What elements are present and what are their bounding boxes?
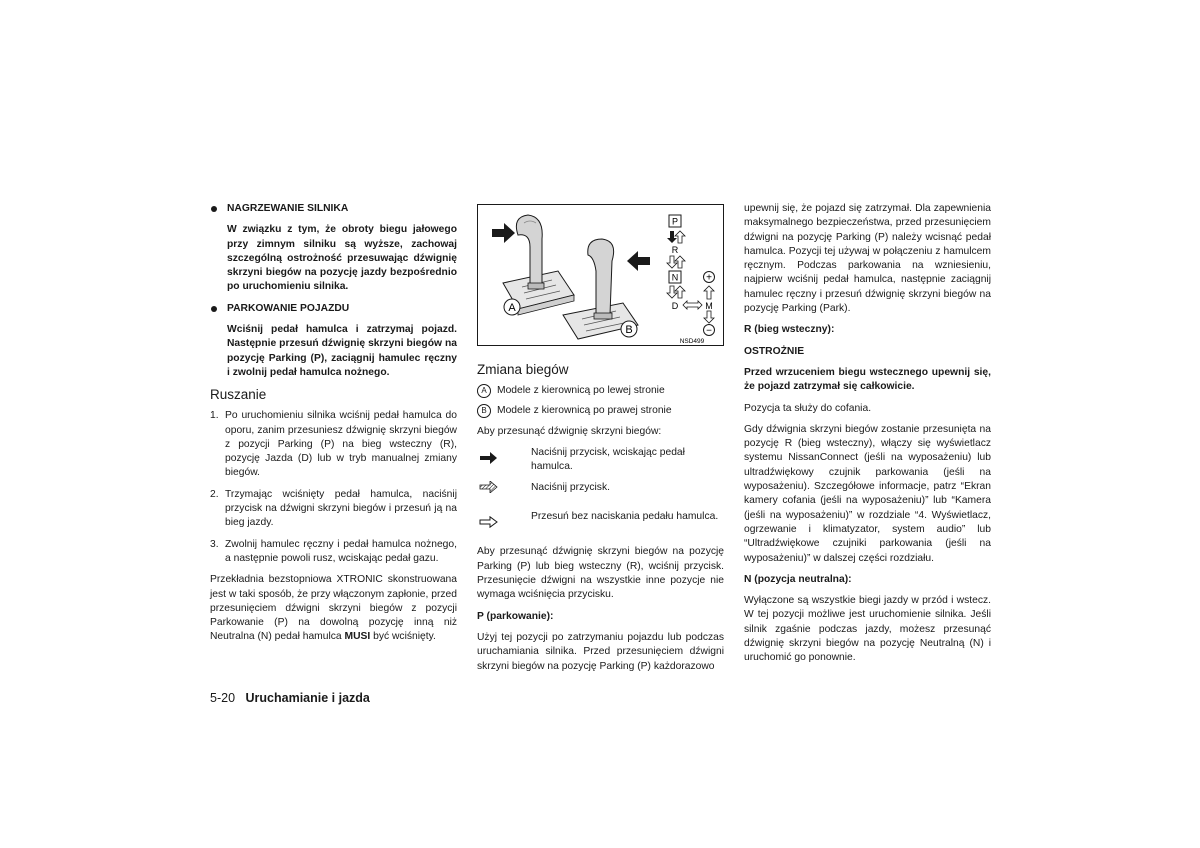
gear-shift-illustration [477, 204, 724, 346]
outline-double-arrow-icon [683, 301, 702, 309]
engine-warmup-text: W związku z tym, że obroty biegu jałowego przy zimnym silniku są wyższe, zachowaj szczególną ostrożność przesuwając dźwignię skrzyni biegów na pozycję jazdy bezpośrednio po uruchomieniu silnika. [227, 224, 457, 293]
outline-arrow-icon [704, 286, 714, 299]
chapter-title: Uruchamianie i jazda [245, 691, 370, 705]
solid-arrow-icon [627, 251, 650, 271]
step-number: 3. [210, 538, 219, 550]
step-number: 1. [210, 410, 219, 422]
arrow-legend-text: Przesuń bez naciskania pedału hamulca. [531, 511, 719, 523]
gear-r-label: R [671, 245, 679, 255]
reverse-camera-paragraph: Gdy dźwignia skrzyni biegów zostanie przesunięta na pozycję R (bieg wsteczny), włączy się wyświetlacz systemu NissanConnect (jeśli na wyposażeniu) lub ultradźwiękowy czujnik parkowania (jeśli na wyposażeniu). Szczegółowe informacje, patrz “Ekran kamery cofania (jeśli na wyposażeniu)” lub “Kamera (jeśli na wyposażeniu)” w rozdziale “4. Wyświetlacz, ogrzewanie i klimatyzator, system audio” lub “Ultradźwiękowe czujniki parkowania (jeśli na wyposażeniu)” w dalszej części rozdziału. [744, 423, 991, 564]
arrow-legend-text: Naciśnij przycisk, wciskając pedał hamulca. [531, 446, 685, 473]
p-parking-heading: P (parkowanie): [477, 610, 554, 622]
arrow-legend-row [477, 481, 724, 503]
solid-arrow-icon [667, 231, 677, 243]
solid-arrow-icon [492, 223, 515, 243]
gear-d-label: D [671, 301, 679, 311]
gear-p-label: P [671, 216, 679, 227]
solid-arrow-icon [479, 452, 499, 464]
parking-continued-text: upewnij się, że pojazd się zatrzymał. Dla zapewnienia maksymalnego bezpieczeństwa, przed przesunięciem dźwigni na pozycję Parking (P) należy wcisnąć pedał hamulca. Pozycji tej używaj w połączeniu z hamulcem ręcznym. Podczas parkowania na wzniesieniu, najpierw wciśnij pedał hamulca, następnie zaciągnij hamulec ręczny i przesuń dźwignię skrzyni biegów na pozycję Parking (Park). [744, 203, 991, 315]
shift-intro: Aby przesunąć dźwignię skrzyni biegów: [477, 425, 662, 437]
outline-arrow-icon [667, 256, 677, 268]
figure-code: NSD499 [679, 338, 705, 345]
n-neutral-heading: N (pozycja neutralna): [744, 573, 852, 585]
n-neutral-text: Wyłączone są wszystkie biegi jazdy w przód i wstecz. W tej pozycji możliwe jest uruchomienie silnika. Jeśli silnik zgaśnie podczas jazdy, możesz przesunąć dźwignię skrzyni biegów na pozycję Neutralną (N) i uruchomić go ponownie. [744, 595, 991, 664]
column-left [210, 202, 457, 652]
xtronic-text-bold: MUSI [344, 631, 371, 643]
hatched-arrow-icon [675, 256, 685, 268]
figure-label-a: A [508, 302, 516, 314]
legend-item [477, 404, 724, 418]
bullet-heading-parking: PARKOWANIE POJAZDU [210, 302, 457, 316]
column-middle [477, 360, 724, 681]
arrow-legend-row [477, 510, 724, 538]
step-text: Po uruchomieniu silnika wciśnij pedał hamulca do oporu, zanim przesuniesz dźwignię skrzyni biegów z pozycji Parking (P) na bieg wsteczny (R), pozycję Jazda (D) lub w tryb manualnej zmiany biegów. [225, 410, 457, 479]
section-title-starting: Ruszanie [210, 387, 267, 403]
arrow-legend-text: Naciśnij przycisk. [531, 482, 610, 494]
shift-paragraph: Aby przesunąć dźwignię skrzyni biegów na pozycję Parking (P) lub bieg wsteczny (R), wciśnij przycisk. Przesunięcie dźwigni na wszystkie inne pozycje nie wymaga wciśnięcia przycisku. [477, 546, 724, 601]
outline-arrow-icon [675, 286, 685, 298]
gear-m-label: M [705, 301, 713, 311]
xtronic-text-start: Przekładnia bezstopniowa XTRONIC skonstruowana jest w taki sposób, że przy włączonym zapłonie, przed przesunięciem dźwigni skrzyni biegów z pozycji Parkowanie (P) na dowolną pozycję inną niż Neutralna (N) pedał hamulca [210, 574, 457, 643]
column-right [744, 202, 991, 673]
p-parking-text: Użyj tej pozycji po zatrzymaniu pojazdu lub podczas uruchamiania silnika. Przed przesunięciem dźwigni skrzyni biegów na pozycję Parking (P) każdorazowo [477, 631, 724, 672]
outline-arrow-icon [667, 286, 677, 298]
step-number: 2. [210, 488, 219, 500]
section-title-gear-change: Zmiana biegów [477, 362, 569, 377]
caution-text: Przed wrzuceniem biegu wstecznego upewnij się, że pojazd zatrzymał się całkowicie. [744, 366, 991, 393]
step-item [210, 538, 457, 567]
xtronic-text-end: być wciśnięty. [370, 631, 436, 643]
step-item [210, 488, 457, 531]
xtronic-paragraph [210, 573, 457, 644]
step-item [210, 409, 457, 480]
shifter-a-illustration [492, 215, 574, 315]
arrow-legend-row [477, 446, 724, 475]
legend-item [477, 384, 724, 398]
figure-label-b: B [625, 324, 633, 336]
parking-text: Wciśnij pedał hamulca i zatrzymaj pojazd. Następnie przesuń dźwignię skrzyni biegów na pozycję Parking (P), zaciągnij hamulec ręczny i zwolnij pedał hamulca nożnego. [227, 324, 457, 378]
minus-label: − [706, 325, 712, 337]
step-text: Trzymając wciśnięty pedał hamulca, naciśnij przycisk na dźwigni skrzyni biegów i przesuń ją na bieg jazdy. [225, 488, 457, 529]
legend-text: Modele z kierownicą po lewej stronie [497, 385, 665, 396]
r-reverse-heading: R (bieg wsteczny): [744, 324, 835, 336]
bullet-heading-engine-warmup: NAGRZEWANIE SILNIKA [210, 202, 457, 216]
outline-arrow-icon [704, 311, 714, 323]
page-number: 5-20 [210, 691, 236, 705]
outline-arrow-icon [479, 516, 499, 528]
step-text: Zwolnij hamulec ręczny i pedał hamulca nożnego, a następnie powoli rusz, wciskając pedał gazu. [225, 538, 457, 564]
plus-label: + [706, 272, 712, 284]
gear-n-label: N [671, 272, 679, 283]
legend-mark-a: A [477, 384, 491, 398]
shifter-b-illustration [563, 239, 650, 339]
legend-text: Modele z kierownicą po prawej stronie [497, 405, 672, 417]
r-reverse-text: Pozycja ta służy do cofania. [744, 402, 872, 414]
hatched-arrow-icon [675, 231, 685, 243]
page-footer [210, 690, 370, 706]
gear-pattern-diagram [667, 215, 715, 337]
hatched-arrow-icon [479, 481, 499, 493]
caution-heading: OSTROŻNIE [744, 345, 805, 357]
legend-mark-b: B [477, 404, 491, 418]
